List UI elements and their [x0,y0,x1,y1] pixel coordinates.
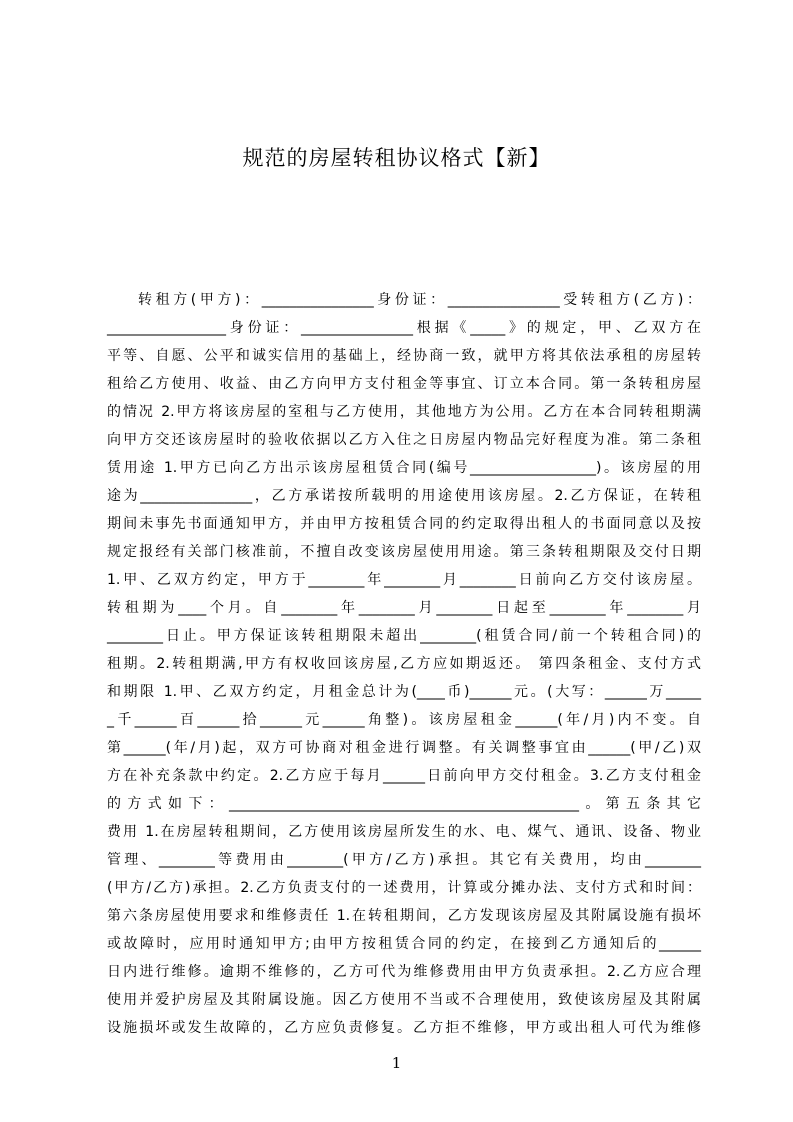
body-line: 赁用途 1.甲方已向乙方出示该房屋租赁合同(编号__________________)。该房屋的用 [107,460,701,476]
body-line: 转租期为____个月。自________年________月________日起至________年________月 [107,600,701,616]
body-line: 规定报经有关部门核准前，不擅自改变该房屋使用用途。第三条转租期限及交付日期 [107,544,701,560]
body-line: ________日止。甲方保证该转租期限未超出________(租赁合同/前一个转租合同)的 [107,628,701,644]
body-line: 设施损坏或发生故障的，乙方应负责修复。乙方拒不维修，甲方或出租人可代为维修 [107,1020,701,1036]
body-line: 1.甲、乙双方约定，甲方于________年________月________日前向乙方交付该房屋。 [107,572,701,588]
body-line: 租给乙方使用、收益、由乙方向甲方支付租金等事宜、订立本合同。第一条转租房屋 [107,376,701,392]
body-line: 的方式如下：__________________________________________________。第五条其它 [107,796,701,812]
body-line: 租期。2.转租期满,甲方有权收回该房屋,乙方应如期返还。 第四条租金、支付方式 [107,656,701,672]
body-line: 途为________________，乙方承诺按所载明的用途使用该房屋。2.乙方保证，在转租 [107,488,701,504]
document-title: 规范的房屋转租协议格式【新】 [242,146,551,170]
body-line: 或故障时，应用时通知甲方;由甲方按租赁合同的约定，在接到乙方通知后的______ [107,936,701,952]
body-line: _千______百______拾______元______角整)。该房屋租金______(年/月)内不变。自 [107,712,701,728]
body-line: 管理、________等费用由________(甲方/乙方)承担。其它有关费用，均由________ [107,852,701,868]
document-body [107,286,701,1042]
body-line: 的情况 2.甲方将该房屋的室租与乙方使用，其他地方为公用。乙方在本合同转租期满 [107,404,701,420]
body-line: 方在补充条款中约定。2.乙方应于每月______日前向甲方交付租金。3.乙方支付租金 [107,768,701,784]
body-line: 第六条房屋使用要求和维修责任 1.在转租期间，乙方发现该房屋及其附属设施有损坏 [107,908,701,924]
body-line: 使用并爱护房屋及其附属设施。因乙方使用不当或不合理使用，致使该房屋及其附属 [107,992,701,1008]
body-line: 日内进行维修。逾期不维修的，乙方可代为维修费用由甲方负责承担。2.乙方应合理 [107,964,701,980]
body-line: 和期限 1.甲、乙双方约定，月租金总计为(____币)______元。(大写：______万_____ [107,684,701,700]
body-line: 第______(年/月)起，双方可协商对租金进行调整。有关调整事宜由______(甲/乙)双 [107,740,701,756]
body-line: 平等、自愿、公平和诚实信用的基础上，经协商一致，就甲方将其依法承租的房屋转 [107,348,701,364]
body-line: 转租方(甲方)：________________身份证：________________受转租方(乙方)： [138,292,701,308]
body-line: 向甲方交还该房屋时的验收依据以乙方入住之日房屋内物品完好程度为准。第二条租 [107,432,701,448]
page-number: 1 [391,1054,402,1072]
body-line: _________________身份证：________________根据《_____》的规定，甲、乙双方在 [107,320,701,336]
body-line: 期间未事先书面通知甲方，并由甲方按租赁合同的约定取得出租人的书面同意以及按 [107,516,701,532]
body-line: 费用 1.在房屋转租期间，乙方使用该房屋所发生的水、电、煤气、通讯、设备、物业 [107,824,701,840]
body-line: (甲方/乙方)承担。2.乙方负责支付的一述费用，计算或分摊办法、支付方式和时间： [107,880,701,896]
